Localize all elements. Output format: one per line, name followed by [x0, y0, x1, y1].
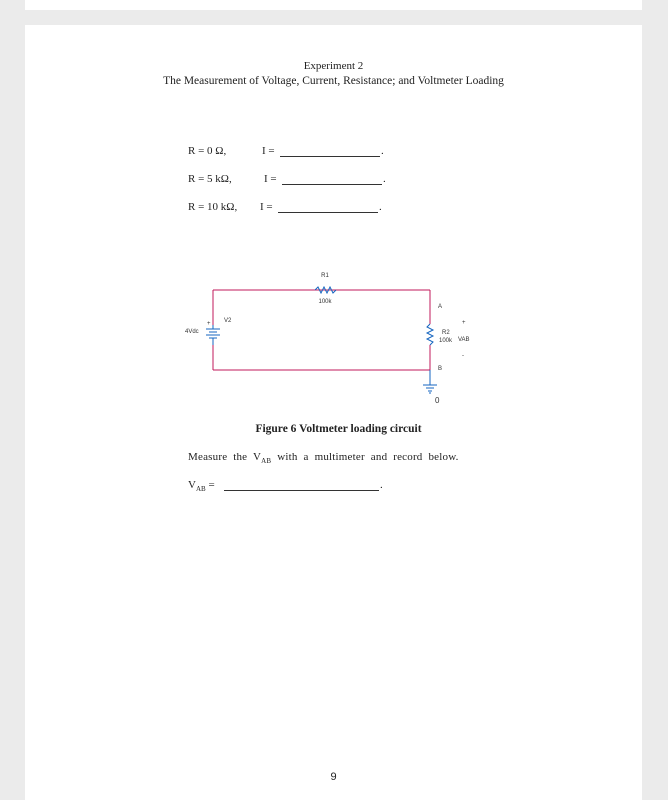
figure-caption: Figure 6 Voltmeter loading circuit [255, 423, 422, 435]
circuit-diagram [25, 25, 642, 425]
r2-value: 100k [439, 338, 453, 344]
vab-plus: + [462, 320, 466, 326]
current-label: I = [262, 145, 275, 157]
r2-name: R2 [442, 330, 450, 336]
period: . [380, 479, 383, 491]
answer-blank [224, 490, 379, 491]
period: . [379, 201, 382, 213]
vab-answer [188, 479, 428, 495]
document-page [25, 25, 642, 800]
resistance-label: R = 0 Ω, [188, 145, 227, 157]
previous-page-edge [25, 0, 642, 10]
period: . [383, 173, 386, 185]
experiment-subtitle: The Measurement of Voltage, Current, Resistance; and Voltmeter Loading [163, 75, 504, 87]
battery-plus: + [207, 321, 211, 327]
r1-value: 100k [318, 299, 332, 305]
period: . [381, 145, 384, 157]
source-value: 4Vdc [185, 329, 199, 335]
resistance-label: R = 10 kΩ, [188, 201, 238, 213]
current-label: I = [260, 201, 273, 213]
current-label: I = [264, 173, 277, 185]
vab-minus: - [462, 353, 464, 359]
instruction-start: Measure the V [188, 451, 262, 463]
node-b-label: B [438, 366, 443, 372]
r2-resistor-icon [427, 324, 433, 345]
experiment-title: Experiment 2 [303, 60, 364, 72]
instruction-subscript: AB [261, 457, 272, 466]
vab-answer-subscript: AB [195, 485, 206, 494]
ground-icon [423, 385, 437, 393]
r1-name: R1 [321, 273, 329, 279]
instruction-end: with a multimeter and record below. [271, 451, 459, 463]
resistance-label: R = 5 kΩ, [188, 173, 232, 185]
source-name: V2 [224, 318, 232, 324]
vab-label: VAB [458, 337, 470, 343]
vab-answer-label: V [188, 479, 196, 491]
node-a-label: A [438, 304, 443, 310]
page-number: 9 [330, 771, 337, 783]
measure-instruction [188, 451, 459, 465]
vab-answer-eq: = [205, 479, 215, 491]
ground-label: 0 [435, 396, 440, 405]
